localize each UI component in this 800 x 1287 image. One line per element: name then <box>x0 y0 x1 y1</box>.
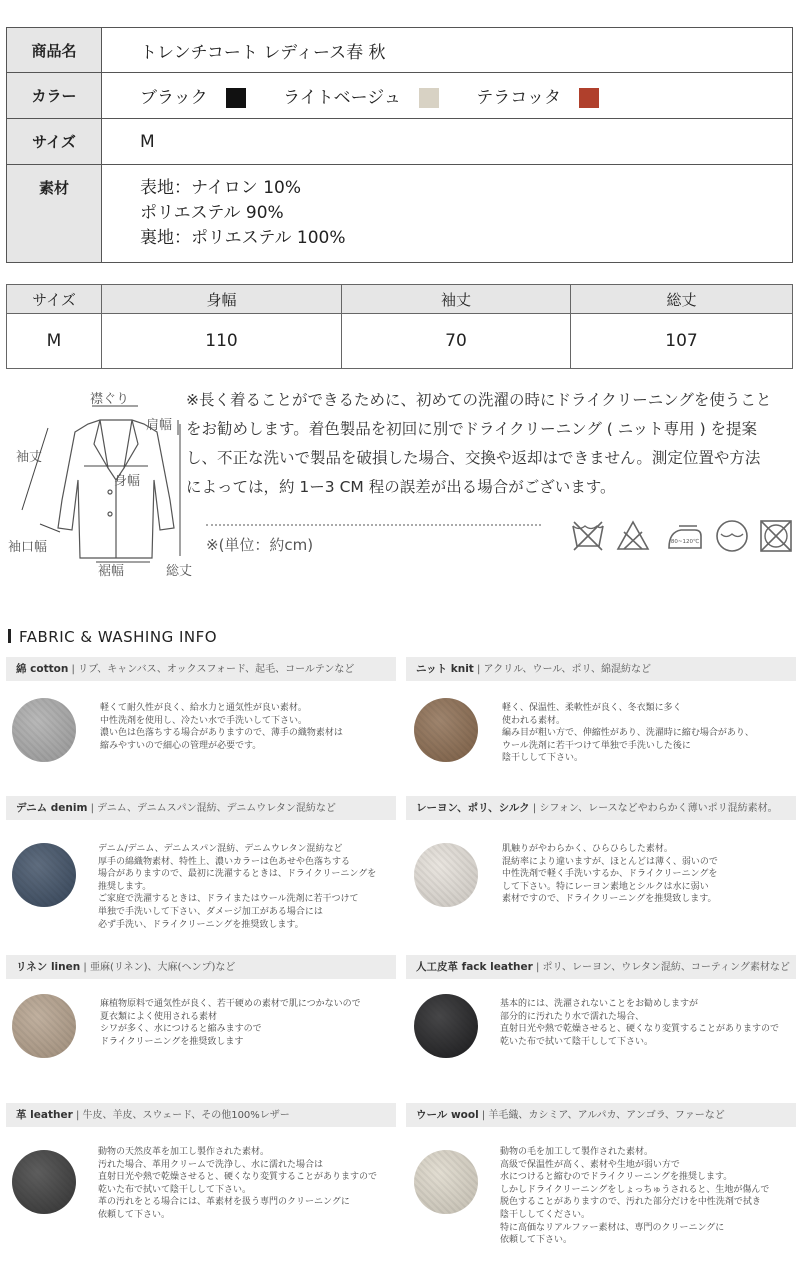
fabric-description-line: 中性洗剤で軽く手洗いするか、ドライクリーニングを <box>502 869 718 880</box>
fabric-description-line: 高級で保温性が高く、素材や生地が弱い方で <box>500 1159 680 1170</box>
fabric-description-line: ウール洗剤に若干つけて単独で手洗いした後に <box>502 740 691 751</box>
fabric-description-line: 直射日光や熱で乾燥させると、硬くなり変質することがありますので <box>500 1024 780 1035</box>
fabric-description-line: 編み目が粗い方で、伸縮性があり、洗濯時に縮む場合があり、 <box>502 728 754 739</box>
fabric-description-line: 場合がありますので、最初に洗濯するときは、ドライクリーニングを <box>98 869 377 880</box>
fabric-name: 人工皮革 fack leather <box>416 961 533 973</box>
fabric-header <box>406 796 796 820</box>
size-cell: 107 <box>571 314 793 369</box>
fabric-swatch <box>12 994 76 1058</box>
fabric-description-line: 革の汚れをとる場合には、革素材を扱う専門のクリーニングに <box>98 1197 350 1208</box>
size-cell: 70 <box>342 314 571 369</box>
fabric-subtypes: | 亜麻(リネン)、大麻(ヘンプ)など <box>83 962 236 973</box>
fabric-description-line: 推奨します。 <box>98 881 152 892</box>
fabric-description-line: 動物の毛を加工して製作された素材。 <box>500 1147 654 1157</box>
diagram-label-collar: 襟ぐり <box>90 392 130 407</box>
fabric-name: リネン linen <box>16 961 81 973</box>
fabric-description-line: シワが多く、水につけると縮みますので <box>100 1024 262 1035</box>
fabric-description <box>100 702 343 752</box>
fabric-description-line: 肌触りがやわらかく、ひらひらした素材。 <box>502 844 673 854</box>
fabric-description-line: 乾いた布で拭いて陰干しして下さい。 <box>500 1036 654 1047</box>
fabric-description-line: 部分的に汚れたり水で濡れた場合、 <box>500 1011 645 1022</box>
fabric-swatch <box>12 1150 76 1214</box>
care-note <box>186 386 792 502</box>
note-line: によっては，約 1ー3 CM 程の誤差が出る場合がございます。 <box>186 478 616 496</box>
color-name-terracotta: テラコッタ <box>476 88 561 108</box>
fabric-swatch <box>414 1150 478 1214</box>
material-label: 素材 <box>7 165 102 263</box>
fabric-description <box>500 998 779 1048</box>
diagram-label-length: 総丈 <box>166 564 193 579</box>
fabric-description-line: 麻植物原料で通気性が良く、若干硬めの素材で肌につかないので <box>100 999 361 1009</box>
fabric-description-line: 水につけると縮むのでドライクリーニングを推奨します。 <box>500 1172 733 1183</box>
diagram-label-hem: 裾幅 <box>98 564 125 579</box>
iron-temp-text: 80~120℃ <box>670 539 700 545</box>
fabric-swatch <box>12 843 76 907</box>
fabric-description-line: しかしドライクリーニングをしょっちゅうされると、生地が傷んで <box>500 1184 770 1195</box>
fabric-description-line: 汚れた場合、革用クリームで洗浄し、水に濡れた場合は <box>98 1159 324 1170</box>
fabric-description-line: 素材ですので、ドライクリーニングを推奨致します。 <box>502 894 717 905</box>
fabric-description-line: 単独で手洗いして下さい、ダメージ加工がある場合には <box>98 906 323 917</box>
fabric-description-line: 必ず手洗い、ドライクリーニングを推奨致します。 <box>98 919 304 930</box>
fabric-description-line: 動物の天然皮革を加工し製作された素材。 <box>98 1147 270 1157</box>
fabric-subtypes: | シフォン、レースなどやわらかく薄いポリ混紡素材。 <box>532 803 778 814</box>
fabric-name: 綿 cotton <box>16 663 69 675</box>
note-line: をお勧めします。着色製品を初回に別でドライクリーニング ( ニット専用 ) を提案 <box>186 420 758 438</box>
size-value: M <box>102 119 793 165</box>
fabric-description <box>502 702 754 765</box>
fabric-name: 革 leather <box>16 1109 73 1121</box>
iron-icon <box>665 518 705 554</box>
fabric-description-line: 陰干しして下さい。 <box>502 753 584 764</box>
fabric-description-line: 混紡率により違いますが、ほとんどは薄く、弱いので <box>502 856 718 867</box>
fabric-description-line: ご家庭で洗濯するときは、ドライまたはウール洗剤に若干つけて <box>98 894 359 905</box>
color-swatch-black <box>226 88 246 108</box>
fabric-description-line: 使われる素材。 <box>502 715 566 726</box>
no-bleach-icon <box>615 518 651 554</box>
fabric-description-line: 中性洗剤を使用し、冷たい水で手洗いして下さい。 <box>100 715 308 726</box>
size-cell: 110 <box>102 314 342 369</box>
fabric-description-line: 基本的には、洗濯されないことをお勧めしますが <box>500 999 699 1009</box>
fabric-name: ニット knit <box>416 663 474 675</box>
fabric-header <box>6 955 396 979</box>
fabric-description-line: 脱色することがありますので、汚れた部分だけを中性洗剤で拭き <box>500 1197 761 1208</box>
fabric-description-line: ドライクリーニングを推奨致します <box>100 1036 244 1047</box>
fabric-subtypes: | リブ、キャンバス、オックスフォード、起毛、コールテンなど <box>71 664 355 675</box>
fabric-header <box>406 657 796 681</box>
fabric-description <box>500 1146 769 1247</box>
fabric-name: ウール wool <box>416 1109 479 1121</box>
fabric-header <box>406 1103 796 1127</box>
diagram-label-sleeve: 袖丈 <box>16 450 43 465</box>
dry-clean-icon <box>714 518 750 554</box>
fabric-description <box>502 843 718 906</box>
diagram-label-cuff: 袖口幅 <box>8 540 48 555</box>
fabric-description-line: 陰干ししてください。 <box>500 1209 591 1220</box>
fabric-header <box>6 796 396 820</box>
material-line: 裏地：ポリエステル 100% <box>140 228 346 248</box>
fabric-swatch <box>12 698 76 762</box>
fabric-description-line: 依頼して下さい。 <box>98 1209 171 1220</box>
fabric-description-line: 厚手の綿織物素材、特性上、濃いカラーは色あせや色落ちする <box>98 856 351 867</box>
fabric-swatch <box>414 994 478 1058</box>
size-header: 総丈 <box>571 285 793 314</box>
diagram-label-shoulder: 肩幅 <box>146 418 173 433</box>
fabric-description-line: 依頼して下さい。 <box>500 1235 573 1246</box>
fabric-subtypes: | デニム、デニムスパン混紡、デニムウレタン混紡など <box>90 803 336 814</box>
color-name-black: ブラック <box>140 88 208 108</box>
fabric-name: デニム denim <box>16 802 88 814</box>
diagram-label-body: 身幅 <box>114 474 141 489</box>
fabric-description-line: して下さい。特にレーヨン素地とシルクは水に弱い <box>502 881 709 892</box>
unit-note: ※(単位：約cm) <box>206 536 314 554</box>
no-wash-icon <box>570 518 606 554</box>
fabric-section-title <box>8 628 217 646</box>
fabric-title-text: FABRIC & WASHING INFO <box>19 628 218 646</box>
dotted-divider <box>206 524 541 526</box>
fabric-description-line: 濃い色は色落ちする場合がありますので、薄手の織物素材は <box>100 728 343 739</box>
fabric-description <box>98 843 376 931</box>
fabric-description-line: 特に高価なリアルファー素材は、専門のクリーニングに <box>500 1222 725 1233</box>
fabric-description-line: 縮みやすいので細心の管理が必要です。 <box>100 740 262 751</box>
fabric-description <box>100 998 361 1048</box>
fabric-header <box>406 955 796 979</box>
fabric-subtypes: | アクリル、ウール、ポリ、綿混紡など <box>477 664 651 675</box>
fabric-description <box>98 1146 377 1222</box>
size-header: サイズ <box>7 285 102 314</box>
material-value <box>102 165 793 263</box>
fabric-description-line: 乾いた布で拭いて陰干しして下さい。 <box>98 1184 252 1195</box>
material-line: 表地：ナイロン 10% <box>140 178 301 198</box>
size-header: 袖丈 <box>342 285 571 314</box>
no-tumble-dry-icon <box>758 518 794 554</box>
fabric-swatch <box>414 843 478 907</box>
size-label: サイズ <box>7 119 102 165</box>
product-name-value: トレンチコート レディース春 秋 <box>102 28 793 73</box>
fabric-name: レーヨン、ポリ、シルク <box>416 802 530 814</box>
fabric-description-line: 軽くて耐久性が良く、給水力と通気性が良い素材。 <box>100 703 307 713</box>
fabric-subtypes: | 羊毛織、カシミア、アルパカ、アンゴラ、ファーなど <box>481 1110 725 1121</box>
coat-diagram <box>0 380 200 580</box>
fabric-swatch <box>414 698 478 762</box>
fabric-description-line: 軽く、保温性、柔軟性が良く、冬衣類に多く <box>502 703 682 713</box>
color-name-light-beige: ライトベージュ <box>283 88 401 108</box>
color-options <box>102 73 793 119</box>
fabric-description-line: デニム/デニム、デニムスパン混紡、デニムウレタン混紡など <box>98 844 343 854</box>
fabric-header <box>6 657 396 681</box>
note-line: ※長く着ることができるために、初めての洗濯の時にドライクリーニングを使うこと <box>186 391 772 409</box>
fabric-subtypes: | ポリ、レーヨン、ウレタン混紡、コーティング素材など <box>535 962 790 973</box>
color-swatch-light-beige <box>419 88 439 108</box>
size-table <box>6 284 793 369</box>
fabric-header <box>6 1103 396 1127</box>
material-line: ポリエステル 90% <box>140 203 284 223</box>
fabric-subtypes: | 牛皮、羊皮、スウェード、その他100%レザー <box>75 1110 290 1121</box>
note-line: し、不正な洗いで製品を破損した場合、交換や返却はできません。測定位置や方法 <box>186 449 761 467</box>
size-header: 身幅 <box>102 285 342 314</box>
product-name-label: 商品名 <box>7 28 102 73</box>
size-cell: M <box>7 314 102 369</box>
fabric-description-line: 夏衣類によく使用される素材 <box>100 1011 218 1022</box>
color-label: カラー <box>7 73 102 119</box>
product-info-table <box>6 27 793 263</box>
color-swatch-terracotta <box>579 88 599 108</box>
fabric-description-line: 直射日光や熱で乾燥させると、硬くなり変質することがありますので <box>98 1172 378 1183</box>
